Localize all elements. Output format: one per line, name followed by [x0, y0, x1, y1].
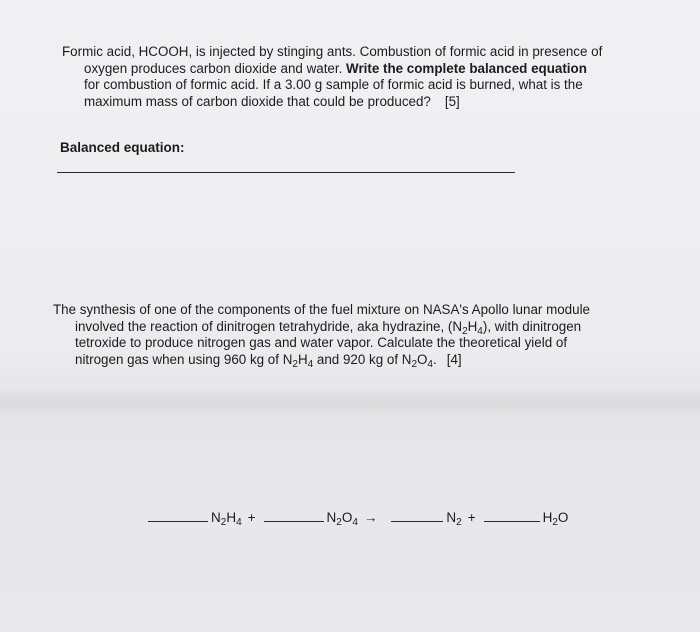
hydrazine-equation	[148, 508, 569, 528]
coefficient-blank-h2o[interactable]	[484, 508, 540, 522]
formula-n2h4: $N_2H_4$	[211, 510, 242, 528]
plus-sign: +	[467, 510, 476, 525]
question-1-marks: [5]	[444, 93, 460, 109]
question-1-line-3: for combustion of formic acid. If a 3.00 g sample of formic acid is burned, what is the	[84, 77, 583, 92]
question-1-instruction: Write the complete balanced equation	[346, 60, 587, 76]
question-1-line-1: Formic acid, HCOOH, is injected by stinging ants. Combustion of formic acid in presence of	[62, 44, 603, 59]
answer-line[interactable]	[57, 172, 515, 173]
question-2-line-1: The synthesis of one of the components of the fuel mixture on NASA's Apollo lunar module	[53, 302, 590, 317]
question-2-line-3: tetroxide to produce nitrogen gas and water vapor. Calculate the theoretical yield of	[75, 335, 568, 350]
question-1	[62, 44, 642, 110]
formula-n2o4: $N_2O_4$	[326, 510, 358, 528]
reaction-arrow: →	[363, 510, 378, 525]
coefficient-blank-n2h4[interactable]	[148, 508, 208, 522]
page-fold-shadow	[0, 388, 700, 418]
question-2-line-2: involved the reaction of dinitrogen tetrahydride, aka hydrazine, $(N_2H_4)$, with dinitrogen	[75, 318, 582, 337]
question-2	[53, 302, 643, 368]
question-1-line-4: maximum mass of carbon dioxide that could be produced? [5]	[84, 93, 460, 109]
formula-h2o: $H_2O$	[542, 510, 569, 528]
question-2-line-4: nitrogen gas when using 960 kg of $N_2H_4$ and 920 kg of $N_2O_4$. [4]	[75, 351, 462, 370]
plus-sign: +	[247, 510, 256, 525]
question-1-line-2: oxygen produces carbon dioxide and water. Write the complete balanced equation	[84, 60, 587, 76]
formula-n2: $N_2$	[446, 510, 462, 528]
coefficient-blank-n2[interactable]	[391, 508, 443, 522]
question-2-marks: [4]	[446, 351, 462, 367]
balanced-equation-label: Balanced equation:	[60, 140, 185, 155]
coefficient-blank-n2o4[interactable]	[264, 508, 324, 522]
